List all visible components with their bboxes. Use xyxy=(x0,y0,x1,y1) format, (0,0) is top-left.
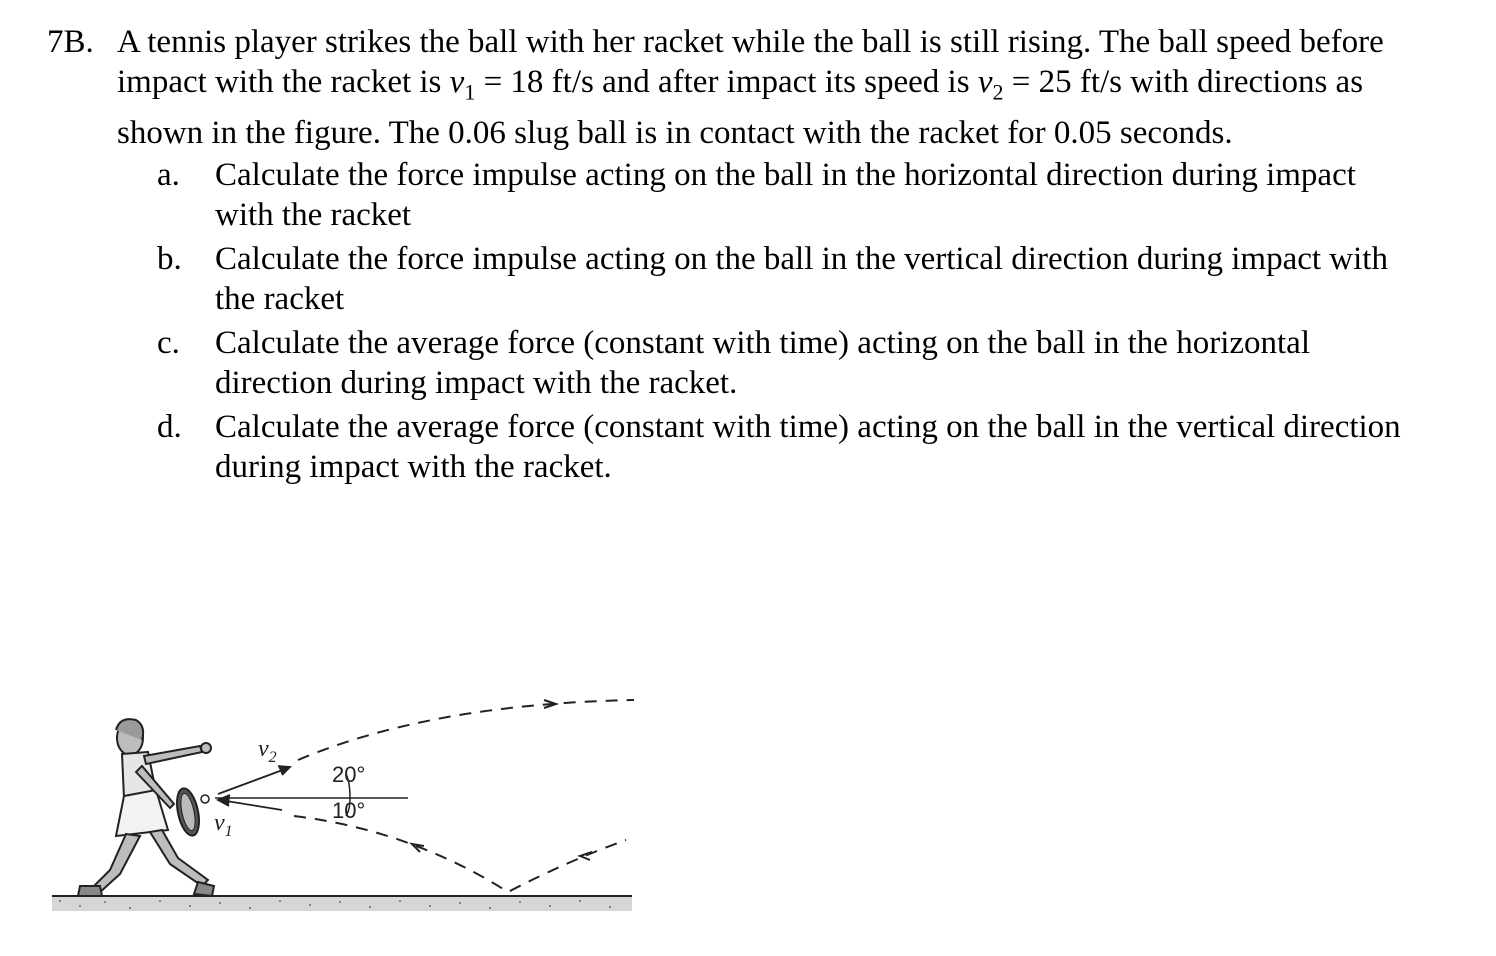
problem-7b xyxy=(47,22,1447,491)
problem-statement xyxy=(47,22,1447,153)
tennis-player xyxy=(78,719,214,896)
angle-label-10: 10° xyxy=(332,798,366,823)
tennis-figure xyxy=(50,680,640,930)
incoming-trajectory xyxy=(294,816,626,892)
v2-label-sub: 2 xyxy=(268,748,277,766)
sub-question-text: Calculate the force impulse acting on the ball in the vertical direction during impact with the racket xyxy=(215,240,1388,317)
sub-question-text: Calculate the force impulse acting on the ball in the horizontal direction during impact with the racket xyxy=(215,156,1356,233)
problem-text-part1: A tennis player strikes the ball with her racket while the ball is still rising. The ball speed before impact with the racket is xyxy=(117,24,1384,100)
v2-subscript: 2 xyxy=(992,79,1004,105)
ground xyxy=(52,896,632,911)
incoming-trajectory-arrowhead-2 xyxy=(580,852,592,860)
sub-question-letter: b. xyxy=(157,240,182,277)
sub-question-letter: a. xyxy=(157,156,180,193)
v2-symbol: v xyxy=(977,64,993,100)
sub-question-c xyxy=(47,323,1447,403)
v1-label-sub: 1 xyxy=(224,822,233,840)
v2-value-text: = 25 ft/s with directions as shown in the figure. The 0.06 slug ball is in contact with the racket for 0.05 seconds. xyxy=(117,64,1364,151)
v1-subscript: 1 xyxy=(464,79,476,105)
sub-question-b xyxy=(47,239,1447,319)
v1-value-text: = 18 ft/s and after impact its speed is xyxy=(475,64,978,100)
v1-label xyxy=(214,812,233,843)
sub-question-d xyxy=(47,407,1447,487)
sub-question-letter: c. xyxy=(157,324,180,361)
sub-question-a xyxy=(47,155,1447,235)
sub-question-text: Calculate the average force (constant with time) acting on the ball in the horizontal direction during impact with the racket. xyxy=(215,324,1310,401)
v2-label-symbol: v xyxy=(258,736,269,762)
outgoing-trajectory xyxy=(298,700,634,760)
v1-label-symbol: v xyxy=(214,810,225,836)
v1-symbol: v xyxy=(449,64,465,100)
tennis-ball xyxy=(201,795,209,803)
sub-question-text: Calculate the average force (constant with time) acting on the ball in the vertical direction during impact with the racket. xyxy=(215,408,1401,485)
sub-question-list xyxy=(47,155,1447,487)
problem-number: 7B. xyxy=(47,24,94,60)
sub-question-letter: d. xyxy=(157,408,182,445)
v2-arrow xyxy=(218,766,290,794)
problem-text xyxy=(117,22,1447,153)
v2-label xyxy=(258,738,277,769)
angle-label-20: 20° xyxy=(332,762,366,787)
